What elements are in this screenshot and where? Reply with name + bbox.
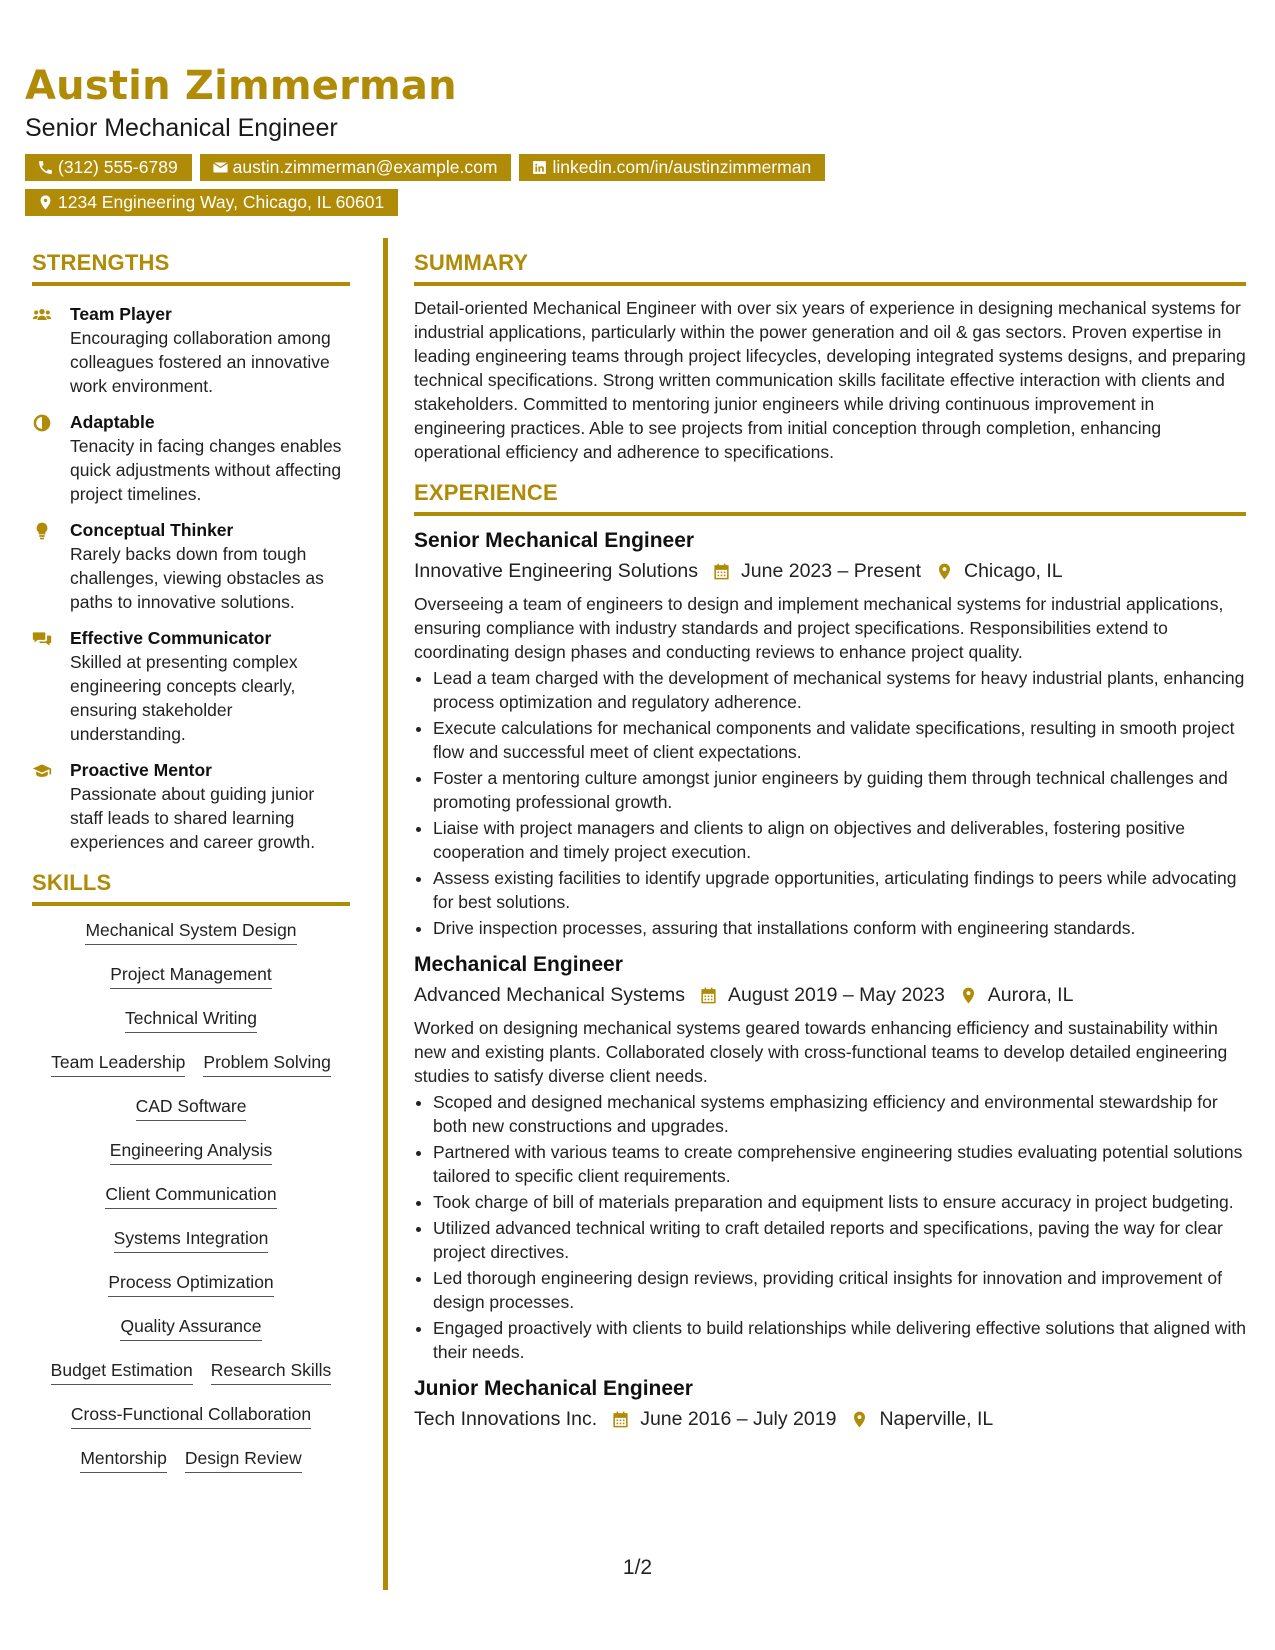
- job-dates: June 2023 – Present: [741, 560, 921, 582]
- contact-email[interactable]: [200, 154, 512, 181]
- summary-text: Detail-oriented Mechanical Engineer with over six years of experience in designing mechanical systems for industrial applications, particularly within the power generation and oil & gas sectors. Proven expertise in leading engineering teams through project lifecycles, developing integrated systems designs, and preparing technical specifications. Strong written communication skills facilitate effective interaction with clients and stakeholders. Committed to mentoring junior engineers while driving continuous improvement in engineering practices. Able to see projects from initial conception through completion, enhancing operational efficiency and adherence to specifications.: [414, 298, 1246, 462]
- skill-tag: Design Review: [185, 1446, 302, 1473]
- skill-row: [108, 1270, 273, 1297]
- email-text: austin.zimmerman@example.com: [232, 157, 498, 177]
- job-entry: [414, 526, 1246, 940]
- strength-desc: Rarely backs down from tough challenges, viewing obstacles as paths to innovative solutions.: [70, 544, 324, 612]
- skill-row: [85, 918, 296, 945]
- job-bullet: • Utilized advanced technical writing to craft detailed reports and specifications, paving the way for clear project directives.: [433, 1216, 1246, 1264]
- job-entry: [414, 1374, 1246, 1434]
- calendar-icon: [611, 1410, 630, 1429]
- contact-bar: [25, 154, 905, 216]
- skill-tag: Process Optimization: [108, 1270, 273, 1297]
- skill-tag: Technical Writing: [125, 1006, 257, 1033]
- skill-row: [80, 1446, 301, 1473]
- strengths-list: [32, 302, 350, 854]
- job-title: Senior Mechanical Engineer: [414, 529, 695, 552]
- skill-tag: Cross-Functional Collaboration: [71, 1402, 311, 1429]
- job-company: Advanced Mechanical Systems: [414, 984, 685, 1006]
- job-bullets: [414, 1090, 1246, 1364]
- calendar-icon: [699, 986, 718, 1005]
- job-dates: August 2019 – May 2023: [727, 984, 945, 1006]
- skill-row: [51, 1050, 331, 1077]
- strength-desc: Encouraging collaboration among colleagues fostered an innovative work environment.: [70, 328, 331, 396]
- skill-tag: Project Management: [110, 962, 271, 989]
- skill-tag: Systems Integration: [114, 1226, 269, 1253]
- strengths-heading: STRENGTHS: [32, 248, 350, 286]
- lightbulb-icon: [32, 521, 52, 541]
- address-text: 1234 Engineering Way, Chicago, IL 60601: [58, 192, 385, 212]
- job-location: Aurora, IL: [987, 984, 1074, 1006]
- strength-desc: Tenacity in facing changes enables quick adjustments without affecting project timelines.: [70, 436, 342, 504]
- job-entry: [414, 950, 1246, 1364]
- strength-title: Effective Communicator: [70, 628, 272, 648]
- skill-tag: Team Leadership: [51, 1050, 185, 1077]
- contact-address: [25, 189, 398, 216]
- users-icon: [32, 305, 52, 325]
- job-location: Chicago, IL: [964, 560, 1063, 582]
- strength-item: [32, 302, 350, 398]
- job-bullet: • Liaise with project managers and clients to align on objectives and deliverables, fostering positive cooperation and timely project execution.: [433, 816, 1246, 864]
- skill-tag: Problem Solving: [203, 1050, 330, 1077]
- strength-desc: Skilled at presenting complex engineering concepts clearly, ensuring stakeholder understanding.: [70, 652, 298, 744]
- linkedin-text: linkedin.com/in/austinzimmerman: [552, 157, 812, 177]
- skill-tag: CAD Software: [136, 1094, 247, 1121]
- strength-item: [32, 758, 350, 854]
- skills-list: [32, 918, 350, 1490]
- column-divider: [383, 238, 388, 1590]
- strength-item: [32, 410, 350, 506]
- job-bullet: • Foster a mentoring culture amongst junior engineers by guiding them through technical challenges and promoting professional growth.: [433, 766, 1246, 814]
- comments-icon: [32, 629, 52, 649]
- linkedin-icon: [531, 159, 548, 176]
- job-company: Tech Innovations Inc.: [414, 1408, 598, 1430]
- page-number-text: 1/2: [622, 1556, 653, 1579]
- skill-tag: Client Communication: [105, 1182, 276, 1209]
- page-number: [0, 1556, 1275, 1580]
- skill-row: [51, 1358, 332, 1385]
- skill-tag: Mentorship: [80, 1446, 167, 1473]
- skill-row: [120, 1314, 261, 1341]
- job-location: Naperville, IL: [879, 1408, 994, 1430]
- strength-title: Adaptable: [70, 412, 155, 432]
- resume-header: [25, 62, 1245, 216]
- skill-row: [136, 1094, 247, 1121]
- summary-heading: SUMMARY: [414, 248, 1246, 286]
- phone-text: (312) 555-6789: [58, 157, 178, 177]
- skill-row: [125, 1006, 257, 1033]
- phone-icon: [37, 159, 54, 176]
- skill-tag: Quality Assurance: [120, 1314, 261, 1341]
- strength-title: Conceptual Thinker: [70, 520, 234, 540]
- map-pin-icon: [959, 986, 978, 1005]
- skills-heading: SKILLS: [32, 868, 350, 906]
- job-bullet: • Led thorough engineering design reviews, providing critical insights for innovation and improvement of design processes.: [433, 1266, 1246, 1314]
- job-bullet: • Assess existing facilities to identify upgrade opportunities, articulating findings to peers while advocating for best solutions.: [433, 866, 1246, 914]
- experience-heading: EXPERIENCE: [414, 478, 1246, 516]
- job-bullet: • Lead a team charged with the development of mechanical systems for heavy industrial plants, enhancing process optimization and regulatory adherence.: [433, 666, 1246, 714]
- strength-title: Proactive Mentor: [70, 760, 212, 780]
- job-title: Mechanical Engineer: [414, 953, 623, 976]
- job-description: Overseeing a team of engineers to design and implement mechanical systems for industrial applications, ensuring compliance with industry standards and project specifications. Responsibilities extend to coordinating design phases and conducting reviews to enhance project quality.: [414, 594, 1224, 662]
- skill-row: [71, 1402, 311, 1429]
- skill-row: [105, 1182, 276, 1209]
- contact-phone[interactable]: [25, 154, 192, 181]
- graduation-cap-icon: [32, 761, 52, 781]
- job-bullet: • Drive inspection processes, assuring that installations conform with engineering standards.: [433, 916, 1246, 940]
- job-description: Worked on designing mechanical systems geared towards enhancing efficiency and sustainability within new and existing plants. Collaborated closely with cross-functional teams to develop detailed engineering studies to satisfy diverse client needs.: [414, 1018, 1228, 1086]
- calendar-icon: [712, 562, 731, 581]
- skill-tag: Mechanical System Design: [85, 918, 296, 945]
- candidate-title: Senior Mechanical Engineer: [25, 114, 338, 142]
- envelope-icon: [212, 159, 229, 176]
- job-bullets: [414, 666, 1246, 940]
- map-pin-icon: [850, 1410, 869, 1429]
- skill-row: [110, 1138, 272, 1165]
- job-bullet: • Partnered with various teams to create comprehensive engineering studies evaluating potential solutions tailored to specific client requirements.: [433, 1140, 1246, 1188]
- job-meta: [414, 980, 1246, 1010]
- half-circle-icon: [32, 413, 52, 433]
- skill-row: [114, 1226, 269, 1253]
- job-meta: [414, 556, 1246, 586]
- skill-row: [110, 962, 271, 989]
- job-title: Junior Mechanical Engineer: [414, 1377, 693, 1400]
- job-bullet: • Engaged proactively with clients to build relationships while delivering effective solutions that aligned with their needs.: [433, 1316, 1246, 1364]
- job-bullet: • Took charge of bill of materials preparation and equipment lists to ensure accuracy in project budgeting.: [433, 1190, 1246, 1214]
- job-dates: June 2016 – July 2019: [640, 1408, 837, 1430]
- skill-tag: Research Skills: [211, 1358, 332, 1385]
- skill-tag: Engineering Analysis: [110, 1138, 272, 1165]
- map-pin-icon: [935, 562, 954, 581]
- map-pin-icon: [37, 194, 54, 211]
- candidate-name: Austin Zimmerman: [25, 63, 457, 109]
- left-column: [32, 248, 350, 1490]
- strength-title: Team Player: [70, 304, 172, 324]
- strength-item: [32, 518, 350, 614]
- strength-item: [32, 626, 350, 746]
- strength-desc: Passionate about guiding junior staff leads to shared learning experiences and career growth.: [70, 784, 316, 852]
- job-company: Innovative Engineering Solutions: [414, 560, 699, 582]
- skill-tag: Budget Estimation: [51, 1358, 193, 1385]
- job-bullet: • Scoped and designed mechanical systems emphasizing efficiency and environmental stewardship for both new constructions and upgrades.: [433, 1090, 1246, 1138]
- job-bullet: • Execute calculations for mechanical components and validate specifications, resulting in smooth project flow and successful meet of client expectations.: [433, 716, 1246, 764]
- right-column: [414, 248, 1246, 1434]
- contact-linkedin[interactable]: [519, 154, 825, 181]
- job-meta: [414, 1404, 1246, 1434]
